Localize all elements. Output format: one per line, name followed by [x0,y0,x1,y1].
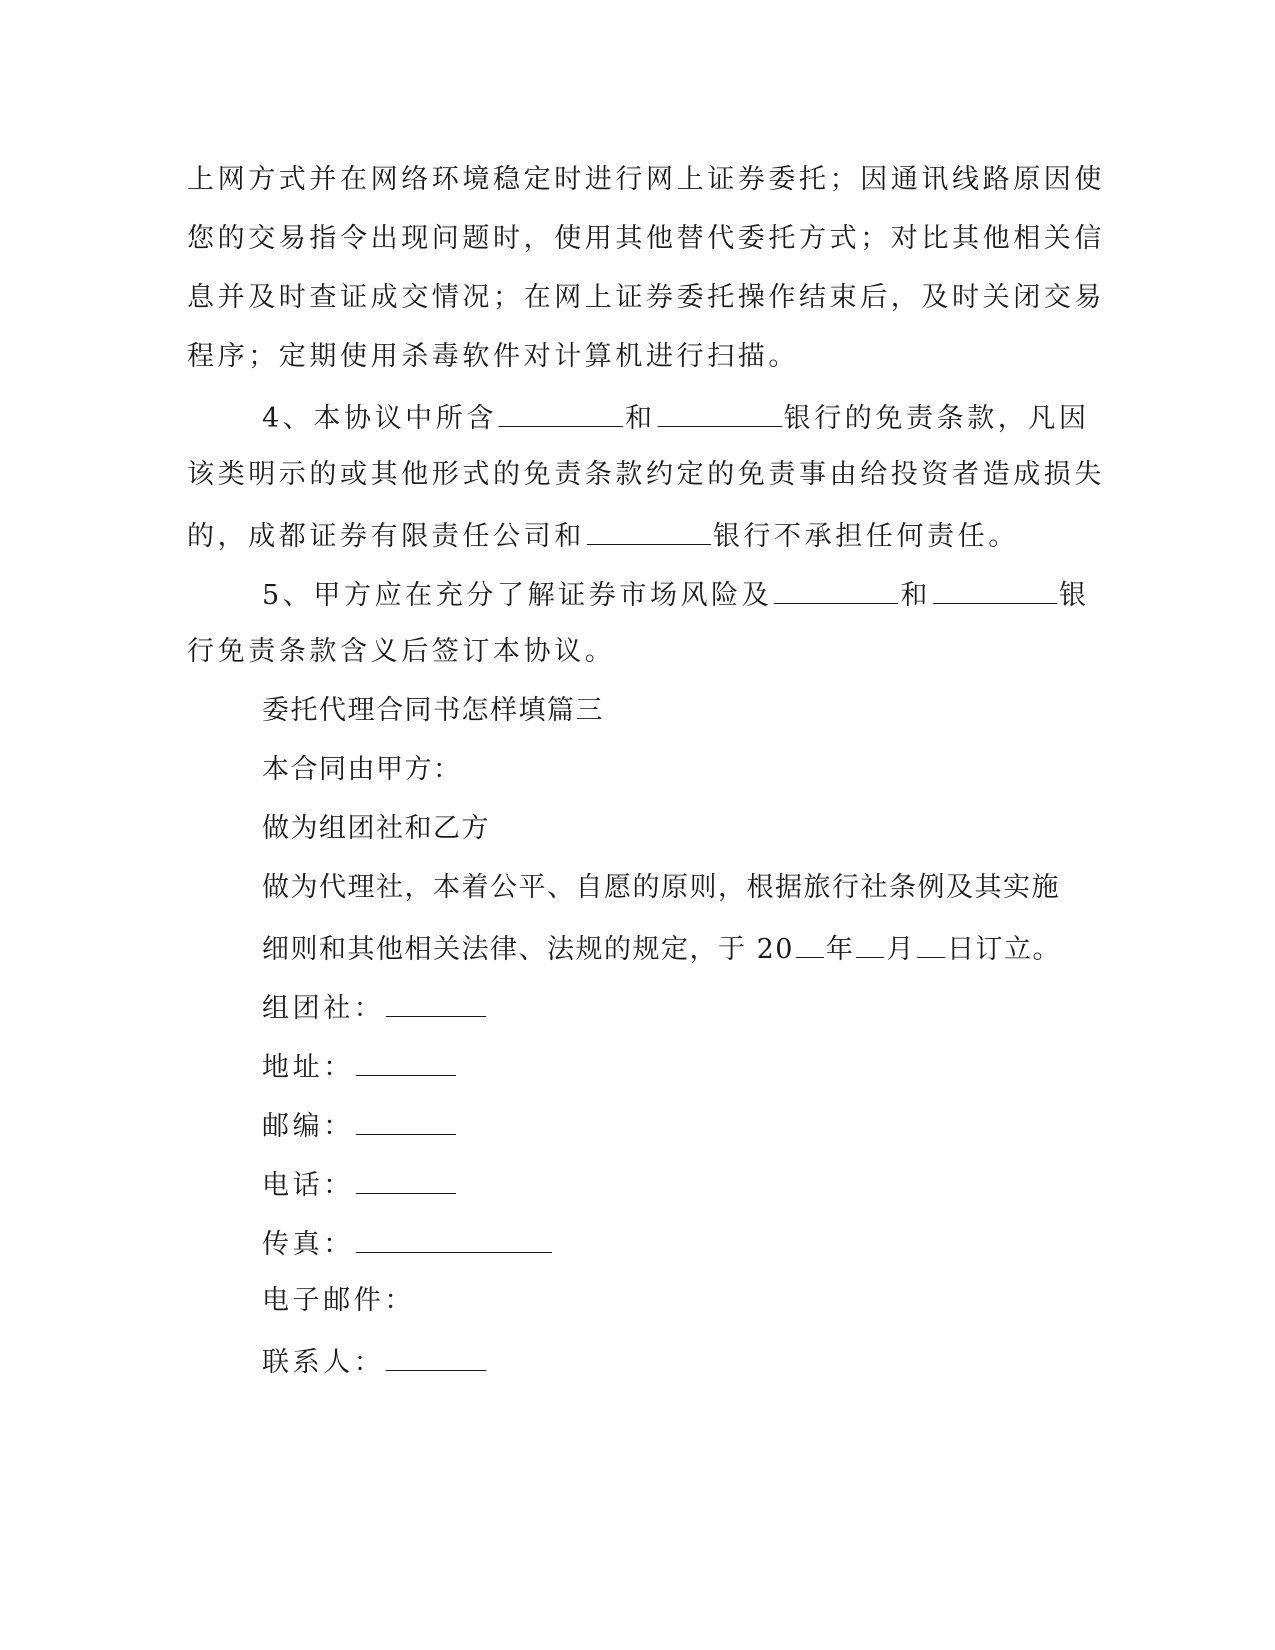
field-phone [262,1163,458,1203]
text-span: 和 [900,580,931,611]
text-span: 5、甲方应在充分了解证券市场风险及 [262,580,773,611]
fill-blank [356,1045,456,1076]
month-blank [856,927,884,958]
text-span: 委托代理合同书怎样填篇三 [262,695,604,726]
fill-blank [356,1222,552,1253]
fill-blank [658,396,782,427]
field-label: 电子邮件： [262,1285,415,1316]
text-span: 程序；定期使用杀毒软件对计算机进行扫描。 [187,341,799,372]
contract-line [262,868,1060,908]
fill-blank [386,1340,486,1371]
text-span: 行免责条款含义后签订本协议。 [187,636,616,667]
clause-5-line [262,573,1090,613]
fill-blank [587,514,711,545]
paragraph-line [187,219,1105,259]
text-span: 银行的免责条款，凡因 [783,403,1090,434]
text-span: 本合同由甲方： [262,754,462,785]
text-span: 息并及时查证成交情况；在网上证券委托操作结束后，及时关闭交易 [187,282,1105,313]
text-span: 和 [624,403,656,434]
field-label: 地址： [262,1052,354,1083]
field-label: 联系人： [262,1347,385,1378]
fill-blank [356,1104,456,1135]
paragraph-line [187,455,1105,495]
clause-4-line [262,396,1090,436]
field-address [262,1045,458,1085]
text-span: 做为组团社和乙方 [262,813,490,844]
section-title [262,691,604,731]
field-label: 组团社： [262,993,385,1024]
fill-blank [499,396,623,427]
fill-blank [774,573,898,604]
field-zip [262,1104,458,1144]
fill-blank [356,1163,456,1194]
day-blank [917,927,945,958]
field-label: 邮编： [262,1111,354,1142]
text-span: 4、本协议中所含 [262,403,497,434]
contract-date-line [262,927,1061,967]
fill-blank [386,986,486,1017]
paragraph-line [187,514,1019,554]
field-fax [262,1222,554,1262]
paragraph-line [187,337,799,377]
text-span: 月 [886,934,915,965]
text-span: 做为代理社，本着公平、自愿的原则，根据旅行社条例及其实施 [262,872,1060,903]
contract-line [262,750,462,790]
field-email [262,1281,415,1321]
paragraph-line [187,160,1105,200]
text-span: 的，成都证券有限责任公司和 [187,521,585,552]
contract-line [262,809,490,849]
text-span: 年 [825,934,855,965]
text-span: 细则和其他相关法律、法规的规定，于 20 [262,934,794,965]
field-label: 电话： [262,1170,354,1201]
text-span: 日订立。 [946,934,1061,965]
paragraph-line [187,278,1105,318]
text-span: 银 [1059,580,1090,611]
fill-blank [933,573,1057,604]
text-span: 该类明示的或其他形式的免责条款约定的免责事由给投资者造成损失 [187,459,1105,490]
year-blank [796,927,824,958]
text-span: 上网方式并在网络环境稳定时进行网上证券委托；因通讯线路原因使 [187,164,1105,195]
field-org [262,986,488,1026]
text-span: 您的交易指令出现问题时，使用其他替代委托方式；对比其他相关信 [187,223,1105,254]
field-contact [262,1340,488,1380]
text-span: 银行不承担任何责任。 [712,521,1019,552]
paragraph-line [187,632,615,672]
field-label: 传真： [262,1229,354,1260]
